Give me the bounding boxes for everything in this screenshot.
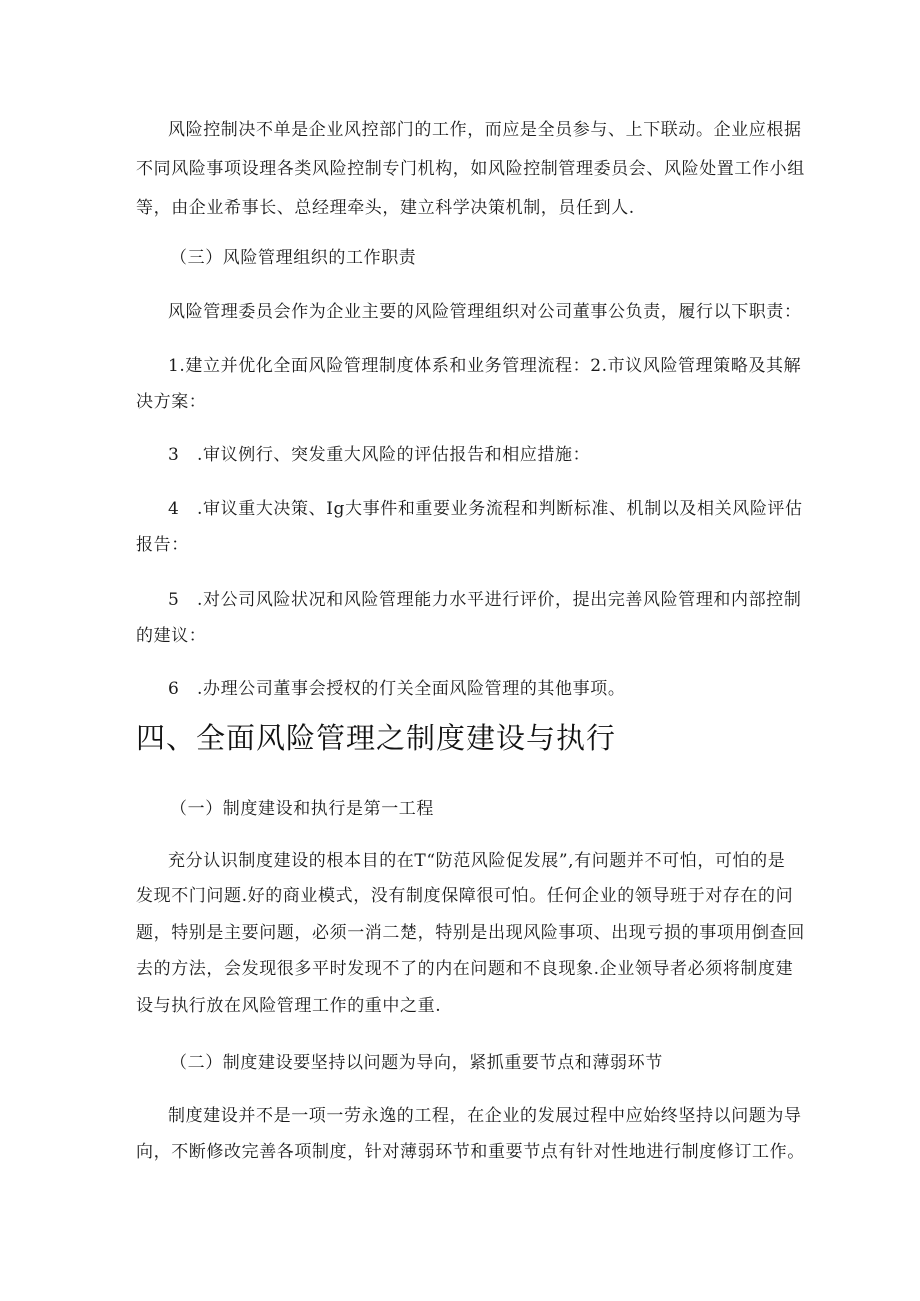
- paragraph-line: 等，由企业希事长、总经理牵头，建立科学决策机制，员任到人.: [136, 198, 635, 218]
- paragraph-line: 风险管理委员会作为企业主要的风险管理组织对公司董事公负责，履行以下职责：: [168, 302, 802, 322]
- paragraph-line: 题，特别是主要问题，必须一消二楚，特别是出现风险事项、出现亏损的事项用倒查回: [136, 923, 805, 943]
- list-item-line: 决方案：: [136, 392, 207, 412]
- paragraph-line: 向，不断修改完善各项制度，针对薄弱环节和重要节点有针对性地进行制度修订工作。: [136, 1142, 805, 1162]
- list-item-line: 6 .办理公司董事会授权的仃关全面风险管理的其他事项。: [168, 679, 626, 699]
- paragraph-line: 充分认识制度建设的根本目的在T“防范风险促发展”,有问题并不可怕，可怕的是: [168, 851, 786, 871]
- chapter-heading: 四、全面风险管理之制度建设与执行: [136, 721, 617, 755]
- section-subheading: （一）制度建设和执行是第一工程: [170, 799, 434, 819]
- list-item-line: 1.建立并优化全面风险管理制度体系和业务管理流程：2.市议风险管理策略及其解: [168, 356, 802, 376]
- paragraph-line: 去的方法，会发现很多平时发现不了的内在问题和不良现象.企业领导者必须将制度建: [136, 959, 794, 979]
- list-item-line: 5 .对公司风险状况和风险管理能力水平进行评价，提出完善风险管理和内部控制: [168, 590, 802, 610]
- section-subheading: （二）制度建设要坚持以问题为导向，紧抓重要节点和薄弱环节: [170, 1053, 663, 1073]
- paragraph-line: 制度建设并不是一项一劳永逸的工程，在企业的发展过程中应始终坚持以问题为导: [168, 1106, 802, 1126]
- paragraph-line: 风险控制决不单是企业风控部门的工作，而应是全员参与、上下联动。企业应根据: [168, 120, 802, 140]
- list-item-line: 4 .审议重大决策、Ig大事件和重要业务流程和判断标准、机制以及相关风险评估: [168, 499, 803, 519]
- paragraph-line: 发现不门问题.好的商业模式，没有制度保障很可怕。任何企业的领导班于对存在的问: [136, 886, 794, 906]
- list-item-line: 报告：: [136, 535, 189, 555]
- section-subheading: （三）风险管理组织的工作职责: [170, 248, 417, 268]
- paragraph-line: 不同风险事项设理各类风险控制专门机构，如风险控制管理委员会、风险处置工作小组: [136, 159, 805, 179]
- paragraph-line: 设与执行放在风险管理工作的重中之重.: [136, 996, 442, 1016]
- list-item-line: 3 .审议例行、突发重大风险的评估报告和相应措施：: [168, 445, 591, 465]
- list-item-line: 的建议：: [136, 626, 207, 646]
